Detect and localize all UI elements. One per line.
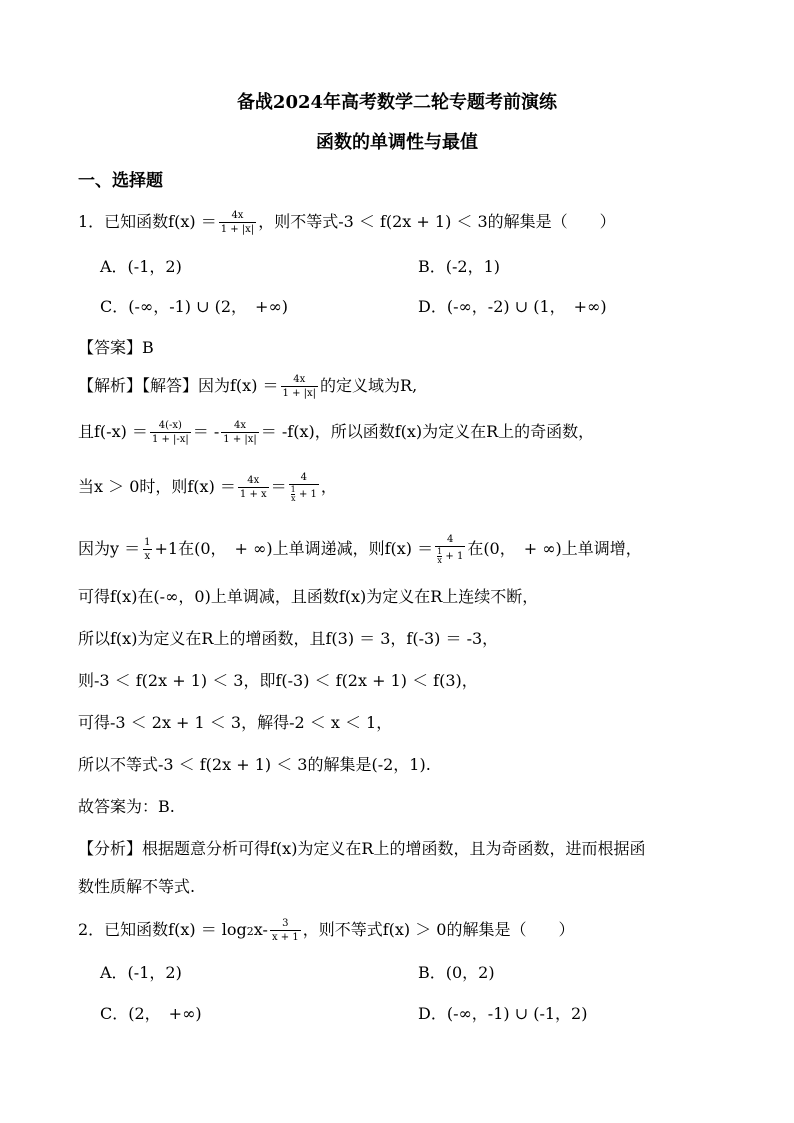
analysis-line-2: 且f(-x) ＝ $\frac{4(-x)}{1 + |-x|}$ ＝ - $\frac{4x}{1 + |x|}$ ＝ -f(x)，所以函数f(x)为定义在R上的奇函数， bbox=[78, 420, 595, 445]
analysis-line-4: 因为y ＝ $\frac{1}{x}$ +1在(0， + ∞)上单调递减，则f(x) ＝ 4 1 x + 1 在(0， + ∞)上单调增， bbox=[78, 534, 642, 565]
section-heading: 一、选择题 bbox=[78, 171, 163, 191]
document-subtitle: 函数的单调性与最值 bbox=[316, 132, 478, 153]
fraction: $\frac{4x}{1 + |x|}$ bbox=[223, 420, 257, 445]
q2-option-b: B．(0，2) bbox=[418, 963, 495, 982]
analysis-line-11: 【分析】根据题意分析可得f(x)为定义在R上的增函数，且为奇函数，进而根据函 bbox=[78, 839, 646, 858]
question-1-stem: 1．已知函数f(x) ＝ $\frac{4x}{1 + |x|}$ ，则不等式-3 ＜ f(2x + 1) ＜ 3的解集是（ ） bbox=[78, 210, 616, 235]
fraction: $\frac{3}{x + 1}$ bbox=[271, 918, 299, 943]
analysis-line-7: 则-3 ＜ f(2x + 1) ＜ 3，即f(-3) ＜ f(2x + 1) ＜ f(3)， bbox=[78, 671, 478, 690]
fraction: $\frac{4x}{1 + x}$ bbox=[239, 475, 267, 500]
analysis-line-6: 所以f(x)为定义在R上的增函数，且f(3) ＝ 3，f(-3) ＝ -3， bbox=[78, 629, 499, 648]
q2-option-d: D．(-∞，-1) ∪ (-1，2) bbox=[418, 1004, 588, 1023]
fraction: $\frac{4x}{1 + |x|}$ bbox=[282, 374, 317, 399]
analysis-line-10: 故答案为：B. bbox=[78, 797, 175, 816]
document-title: 备战2024年高考数学二轮专题考前演练 bbox=[236, 92, 558, 113]
fraction: $\frac{1}{x}$ bbox=[144, 537, 151, 562]
analysis-line-8: 可得-3 ＜ 2x + 1 ＜ 3，解得-2 ＜ x ＜ 1， bbox=[78, 713, 393, 732]
nested-fraction: 4 1 x + 1 bbox=[437, 534, 464, 565]
analysis-line-9: 所以不等式-3 ＜ f(2x + 1) ＜ 3的解集是(-2，1). bbox=[78, 755, 431, 774]
analysis-line-1: 【解析】【解答】因为f(x) ＝ $\frac{4x}{1 + |x|}$ 的定义域为R, bbox=[78, 374, 418, 399]
analysis-line-5: 可得f(x)在(-∞，0)上单调减，且函数f(x)为定义在R上连续不断， bbox=[78, 587, 539, 606]
q1-option-b: B．(-2，1) bbox=[418, 257, 501, 276]
fraction: $\frac{4(-x)}{1 + |-x|}$ bbox=[151, 420, 189, 445]
fraction: $\frac{4x}{1 + |x|}$ bbox=[220, 210, 255, 235]
q1-option-d: D．(-∞，-2) ∪ (1， +∞) bbox=[418, 297, 607, 316]
question-2-stem: 2．已知函数f(x) ＝ log2x- $\frac{3}{x + 1}$ ，则不等式f(x) ＞ 0的解集是（ ） bbox=[78, 918, 575, 943]
analysis-line-12: 数性质解不等式. bbox=[78, 877, 196, 896]
q1-option-a: A．(-1，2) bbox=[100, 257, 182, 276]
answer-line: 【答案】B bbox=[78, 338, 154, 357]
q2-option-a: A．(-1，2) bbox=[100, 963, 182, 982]
nested-fraction: 4 1 x + 1 bbox=[290, 472, 317, 503]
analysis-line-3: 当x ＞ 0时，则f(x) ＝ $\frac{4x}{1 + x}$ ＝ 4 1 x + 1 ， bbox=[78, 472, 337, 503]
q2-option-c: C．(2， +∞) bbox=[100, 1004, 202, 1023]
q1-option-c: C．(-∞，-1) ∪ (2， +∞) bbox=[100, 297, 289, 316]
